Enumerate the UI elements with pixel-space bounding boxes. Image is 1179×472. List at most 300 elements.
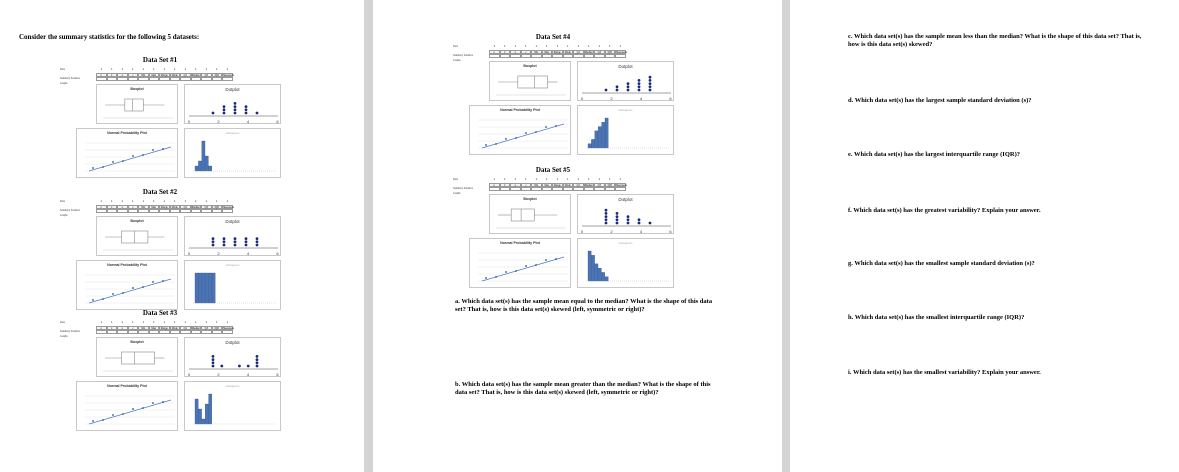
data-cell: 1 — [535, 178, 537, 181]
histogram-chart — [184, 128, 281, 178]
dotplot-point — [649, 89, 652, 92]
dotplot-point — [223, 105, 226, 108]
stat-header-cell: Skewness — [223, 74, 234, 77]
data-cell: 1 — [153, 200, 155, 203]
dotplot-point — [212, 355, 215, 358]
stat-value-cell — [107, 77, 118, 81]
dotplot-point — [234, 240, 237, 243]
stat-value-cell — [149, 209, 160, 213]
normal-plot-point — [152, 402, 154, 404]
data-cell: 1 — [132, 200, 134, 203]
histogram-bar — [198, 161, 201, 171]
stat-value-cell — [138, 209, 149, 213]
question-g: g. Which data set(s) has the smallest sample standard deviation (s)? — [848, 260, 1035, 267]
data-cell: 1 — [100, 200, 102, 203]
stat-header-cell: n — [489, 50, 500, 54]
stat-header-cell: Max — [149, 205, 160, 209]
stat-row-labels — [453, 45, 489, 63]
stat-value-cell — [96, 330, 107, 334]
dotplot-tick-label: 2 — [610, 229, 613, 234]
stat-value-cell — [552, 187, 563, 191]
boxplot-chart — [96, 216, 178, 256]
boxplot-title: Boxplot — [130, 340, 144, 344]
dotplot-point — [638, 85, 641, 88]
data-cell: 1 — [195, 200, 197, 203]
normal-plot-point — [495, 143, 497, 145]
data-cell: 1 — [535, 45, 537, 48]
stat-value-cell — [521, 54, 532, 58]
dotplot-point — [234, 237, 237, 240]
stat-value-cell — [552, 54, 563, 58]
stat-header-cell: Range — [553, 184, 561, 187]
data-cell: 1 — [226, 200, 228, 203]
dotplot-tick-label: 4 — [246, 251, 250, 256]
stat-value-cell — [191, 77, 202, 81]
stat-header-cell: Median — [584, 51, 593, 54]
data-cell: 1 — [493, 45, 495, 48]
stat-value-cell — [96, 209, 107, 213]
stat-value-cell — [542, 54, 553, 58]
stat-value-cell — [117, 209, 128, 213]
dotplot-title: Dotplot — [225, 340, 240, 345]
graphs-label: Graphs — [453, 58, 461, 62]
stat-header-cell: Q1 — [573, 183, 584, 187]
stat-header-cell: x̄ — [500, 183, 511, 187]
stat-value-cell — [605, 54, 616, 58]
data-cell: 1 — [504, 178, 506, 181]
stat-header-cell: Max — [149, 73, 160, 77]
document-page-3 — [790, 0, 1179, 472]
stat-value-cell — [149, 77, 160, 81]
data-row — [96, 321, 233, 325]
normal-plot-point — [525, 265, 527, 267]
dotplot-point — [649, 82, 652, 85]
normal-plot-point — [142, 154, 144, 156]
stat-value-cell — [128, 330, 139, 334]
dotplot-tick-label: 4 — [246, 372, 250, 377]
stat-header-cell: √ — [521, 50, 532, 54]
dotplot-point — [212, 240, 215, 243]
dotplot-point — [223, 244, 226, 247]
normal-plot-point — [132, 155, 134, 157]
stat-header-cell: Q3 — [201, 205, 212, 209]
dotplot-point — [638, 222, 641, 225]
normal-plot-title: Normal Probability Plot — [107, 263, 147, 267]
dotplot-title: Dotplot — [225, 87, 240, 92]
normal-plot-point — [152, 281, 154, 283]
normal-plot-point — [112, 293, 114, 295]
graphs-label: Graphs — [453, 191, 461, 195]
dotplot-point — [649, 85, 652, 88]
dotplot-point — [616, 215, 619, 218]
dotplot-point — [638, 89, 641, 92]
normal-plot-title: Normal Probability Plot — [107, 131, 147, 135]
stat-header-cell: Min — [531, 183, 542, 187]
stat-value-cell — [563, 187, 574, 191]
normal-plot-fit-line — [482, 124, 564, 148]
question-h: h. Which data set(s) has the smallest interquartile range (IQR)? — [848, 314, 1025, 321]
dotplot-chart — [184, 84, 281, 124]
dotplot-point — [245, 244, 248, 247]
stat-value-cell — [107, 209, 118, 213]
stat-value-cell — [191, 209, 202, 213]
stat-header-cell: Max — [542, 183, 553, 187]
boxplot-title: Boxplot — [523, 197, 537, 201]
dotplot-tick-label: 2 — [217, 251, 220, 256]
stat-value-cell — [180, 77, 191, 81]
stat-header-cell: IQR — [212, 73, 223, 77]
data-cell: 1 — [525, 178, 527, 181]
data-cell: 1 — [619, 178, 621, 181]
histogram-bar — [195, 273, 198, 303]
stat-header-cell: Q3 — [201, 73, 212, 77]
stat-value-cell — [615, 187, 626, 191]
dotplot-point — [256, 237, 259, 240]
stat-header-cell: s — [117, 326, 128, 330]
stat-header-cell: x̄ — [107, 205, 118, 209]
dotplot-point — [616, 212, 619, 215]
stat-value-cell — [170, 77, 181, 81]
data-cell: 1 — [163, 200, 165, 203]
dotplot-chart — [184, 337, 281, 377]
normal-plot-point — [555, 125, 557, 127]
stat-value-cell — [128, 209, 139, 213]
stat-value-cell — [180, 330, 191, 334]
dotplot-point — [234, 244, 237, 247]
histogram-bar — [602, 122, 605, 148]
normal-plot-title: Normal Probability Plot — [107, 384, 147, 388]
data-cell: 1 — [132, 321, 134, 324]
dotplot-tick-label: 2 — [217, 119, 220, 124]
stat-value-cell — [594, 54, 605, 58]
stat-value-cell — [615, 54, 626, 58]
boxplot-title: Boxplot — [130, 87, 144, 91]
stat-value-cell — [489, 54, 500, 58]
data-cell: 1 — [216, 200, 218, 203]
dotplot-point — [627, 85, 630, 88]
histogram-title: Histogram — [225, 384, 240, 388]
dotplot-point — [238, 365, 241, 368]
stat-header-cell: IQR — [605, 183, 616, 187]
data-cell: 1 — [121, 68, 123, 71]
boxplot-box — [518, 76, 548, 88]
dotplot-point — [256, 244, 259, 247]
histogram-bar — [212, 273, 215, 303]
data-cell: 1 — [577, 45, 579, 48]
histogram-title: Histogram — [225, 131, 240, 135]
question-c: c. Which data set(s) has the sample mean less than the median? What is the shape of this data set? That is, how is this data set(s) skewed? — [848, 33, 1142, 49]
data-cell: 1 — [121, 200, 123, 203]
normal-plot-point — [132, 287, 134, 289]
histogram-bar — [602, 272, 605, 281]
histogram-title: Histogram — [618, 108, 633, 112]
normal-plot-point — [122, 413, 124, 415]
stat-value-cell — [117, 330, 128, 334]
stat-value-cell — [138, 77, 149, 81]
stat-value-cell — [170, 209, 181, 213]
stat-value-cell — [500, 187, 511, 191]
histogram-bar — [205, 404, 208, 424]
question-a: a. Which data set(s) has the sample mean equal to the median? What is the shape of this data set? That is, how is this data set(s) skewed (left, symmetric or right)? — [455, 298, 713, 314]
dotplot-point — [649, 76, 652, 79]
stat-row-labels — [60, 200, 96, 218]
dotplot-point — [256, 240, 259, 243]
stat-header-cell: n — [96, 326, 107, 330]
data-cell: 1 — [205, 321, 207, 324]
data-cell: 1 — [100, 68, 102, 71]
stat-header-cell: IQR — [212, 326, 223, 330]
data-cell: 1 — [205, 200, 207, 203]
histogram-bar — [205, 273, 208, 303]
stat-header-cell: Min — [138, 326, 149, 330]
stat-value-cell — [222, 209, 233, 213]
normal-plot-title: Normal Probability Plot — [500, 108, 540, 112]
histogram-bar — [202, 141, 205, 171]
dotplot-point — [605, 215, 608, 218]
data-label: Data — [60, 200, 65, 203]
data-cell: 1 — [226, 68, 228, 71]
normal-plot-point — [162, 148, 164, 150]
data-cell: 1 — [556, 178, 558, 181]
stat-value-cell — [128, 77, 139, 81]
stat-row-labels — [453, 178, 489, 196]
data-cell: 1 — [184, 68, 186, 71]
data-cell: 1 — [121, 321, 123, 324]
data-set-title: Data Set #1 — [142, 56, 178, 64]
stat-header-cell: Mode — [170, 73, 181, 77]
dotplot-point — [245, 112, 248, 115]
dotplot-point — [638, 79, 641, 82]
dotplot-point — [234, 112, 237, 115]
normal-plot-fit-line — [482, 257, 564, 281]
stat-value-cell — [222, 330, 233, 334]
summary-label: Summary Statistics — [453, 187, 474, 190]
stat-header-cell: s — [117, 73, 128, 77]
data-cell: 1 — [153, 68, 155, 71]
histogram-bar — [598, 268, 601, 281]
stat-value-cell — [191, 330, 202, 334]
normal-plot-fit-line — [89, 279, 171, 303]
normal-plot-point — [525, 132, 527, 134]
data-cell: 1 — [493, 178, 495, 181]
stat-header-cell: Q1 — [573, 50, 584, 54]
dotplot-point — [212, 244, 215, 247]
data-row — [489, 45, 626, 49]
dotplot-point — [256, 361, 259, 364]
data-cell: 1 — [163, 321, 165, 324]
histogram-bar — [591, 255, 594, 281]
dotplot-point — [616, 222, 619, 225]
normal-plot-point — [92, 299, 94, 301]
stat-value-row — [489, 54, 626, 58]
normal-plot-point — [112, 161, 114, 163]
dotplot-point — [616, 85, 619, 88]
document-page-2 — [373, 0, 782, 472]
stat-value-cell — [212, 77, 223, 81]
stat-value-cell — [159, 77, 170, 81]
stat-value-row — [96, 209, 233, 213]
data-cell: 1 — [546, 178, 548, 181]
stat-header-cell: Min — [138, 73, 149, 77]
dotplot-tick-label: 6 — [276, 372, 279, 377]
histogram-bar — [595, 131, 598, 148]
histogram-chart — [577, 238, 674, 288]
boxplot-title: Boxplot — [523, 64, 537, 68]
data-row — [96, 68, 233, 72]
dotplot-point — [627, 215, 630, 218]
stat-value-cell — [212, 330, 223, 334]
histogram-bar — [202, 273, 205, 303]
dotplot-point — [220, 365, 223, 368]
dotplot-point — [212, 358, 215, 361]
dotplot-point — [638, 218, 641, 221]
normal-plot-chart — [76, 260, 178, 310]
normal-plot-point — [142, 286, 144, 288]
dotplot-tick-label: 0 — [580, 229, 584, 234]
graphs-label: Graphs — [60, 81, 68, 85]
histogram-bar — [198, 409, 201, 424]
stat-header-cell: Median — [191, 206, 200, 209]
dotplot-title: Dotplot — [225, 219, 240, 224]
data-set-1 — [60, 56, 290, 181]
summary-label: Summary Statistics — [60, 330, 81, 333]
dotplot-point — [212, 237, 215, 240]
stat-value-cell — [542, 187, 553, 191]
dotplot-tick-label: 0 — [187, 119, 191, 124]
stat-header-cell: √ — [128, 326, 139, 330]
normal-plot-point — [495, 276, 497, 278]
data-cell: 1 — [546, 45, 548, 48]
normal-plot-point — [122, 160, 124, 162]
stat-header-cell: IQR — [605, 50, 616, 54]
data-cell: 1 — [514, 178, 516, 181]
dotplot-point — [616, 89, 619, 92]
stat-header-cell: Q1 — [180, 205, 191, 209]
normal-plot-point — [545, 126, 547, 128]
stat-value-cell — [96, 77, 107, 81]
histogram-chart — [577, 105, 674, 155]
normal-plot-point — [545, 259, 547, 261]
data-cell: 1 — [216, 68, 218, 71]
stat-value-cell — [573, 54, 584, 58]
boxplot-chart — [489, 194, 571, 234]
stat-header-cell: Median — [191, 74, 200, 77]
stat-value-cell — [138, 330, 149, 334]
stat-value-cell — [605, 187, 616, 191]
stat-header-cell: Q3 — [201, 326, 212, 330]
stat-value-cell — [531, 54, 542, 58]
dotplot-point — [212, 112, 215, 115]
dotplot-point — [223, 108, 226, 111]
histogram-bar — [595, 264, 598, 281]
stat-header-cell: Skewness — [223, 206, 234, 209]
histogram-bar — [202, 419, 205, 424]
stat-value-cell — [159, 209, 170, 213]
dotplot-tick-label: 6 — [276, 119, 279, 124]
histogram-bar — [195, 399, 198, 424]
stat-value-cell — [531, 187, 542, 191]
normal-plot-point — [92, 167, 94, 169]
stat-header-cell: Skewness — [223, 327, 234, 330]
stat-header-cell: Mode — [563, 183, 574, 187]
question-b: b. Which data set(s) has the sample mean greater than the median? What is the shape of this data set? That is, how is this data set(s) skewed (left, symmetric or right)? — [455, 381, 711, 397]
stat-header-cell: Max — [542, 50, 553, 54]
histogram-title: Histogram — [618, 241, 633, 245]
histogram-bar — [605, 277, 608, 281]
data-cell: 1 — [598, 178, 600, 181]
histogram-title: Histogram — [225, 263, 240, 267]
dotplot-chart — [184, 216, 281, 256]
normal-plot-point — [102, 298, 104, 300]
normal-plot-chart — [76, 381, 178, 431]
data-cell: 1 — [100, 321, 102, 324]
dotplot-point — [245, 240, 248, 243]
stat-header-cell: Skewness — [616, 184, 627, 187]
dotplot-point — [627, 82, 630, 85]
stat-header-cell: x̄ — [107, 73, 118, 77]
data-cell: 1 — [142, 200, 144, 203]
histogram-chart — [184, 381, 281, 431]
normal-plot-fit-line — [89, 147, 171, 171]
data-cell: 1 — [132, 68, 134, 71]
intro-text: Consider the summary statistics for the following 5 datasets: — [19, 33, 200, 41]
data-cell: 1 — [153, 321, 155, 324]
stat-value-cell — [159, 330, 170, 334]
summary-label: Summary Statistics — [60, 209, 81, 212]
dotplot-chart — [577, 61, 674, 101]
dotplot-point — [605, 212, 608, 215]
data-set-3 — [60, 309, 290, 434]
dotplot-point — [605, 89, 608, 92]
boxplot-box — [511, 209, 534, 221]
normal-plot-chart — [469, 105, 571, 155]
question-f: f. Which data set(s) has the greatest variability? Explain your answer. — [848, 207, 1041, 214]
normal-plot-point — [102, 419, 104, 421]
normal-plot-point — [122, 292, 124, 294]
data-cell: 1 — [619, 45, 621, 48]
normal-plot-point — [505, 271, 507, 273]
normal-plot-point — [555, 258, 557, 260]
stat-header-cell: s — [510, 183, 521, 187]
dotplot-point — [247, 365, 250, 368]
data-cell: 1 — [163, 68, 165, 71]
dotplot-title: Dotplot — [618, 64, 633, 69]
data-row — [96, 200, 233, 204]
data-cell: 1 — [577, 178, 579, 181]
boxplot-chart — [96, 84, 178, 124]
dotplot-point — [256, 365, 259, 368]
histogram-bar — [205, 156, 208, 171]
normal-plot-point — [162, 280, 164, 282]
normal-plot-fit-line — [89, 400, 171, 424]
dotplot-point — [223, 237, 226, 240]
histogram-bar — [198, 273, 201, 303]
data-cell: 1 — [111, 68, 113, 71]
data-cell: 1 — [184, 200, 186, 203]
normal-plot-point — [92, 420, 94, 422]
normal-plot-point — [515, 270, 517, 272]
data-set-title: Data Set #3 — [142, 309, 178, 317]
data-cell: 1 — [504, 45, 506, 48]
stat-header-cell: Median — [191, 327, 200, 330]
dotplot-point — [234, 108, 237, 111]
dotplot-tick-label: 4 — [639, 96, 643, 101]
summary-label: Summary Statistics — [453, 54, 474, 57]
stat-value-cell — [500, 54, 511, 58]
stat-value-cell — [170, 330, 181, 334]
stat-value-row — [96, 77, 233, 81]
dotplot-point — [256, 355, 259, 358]
